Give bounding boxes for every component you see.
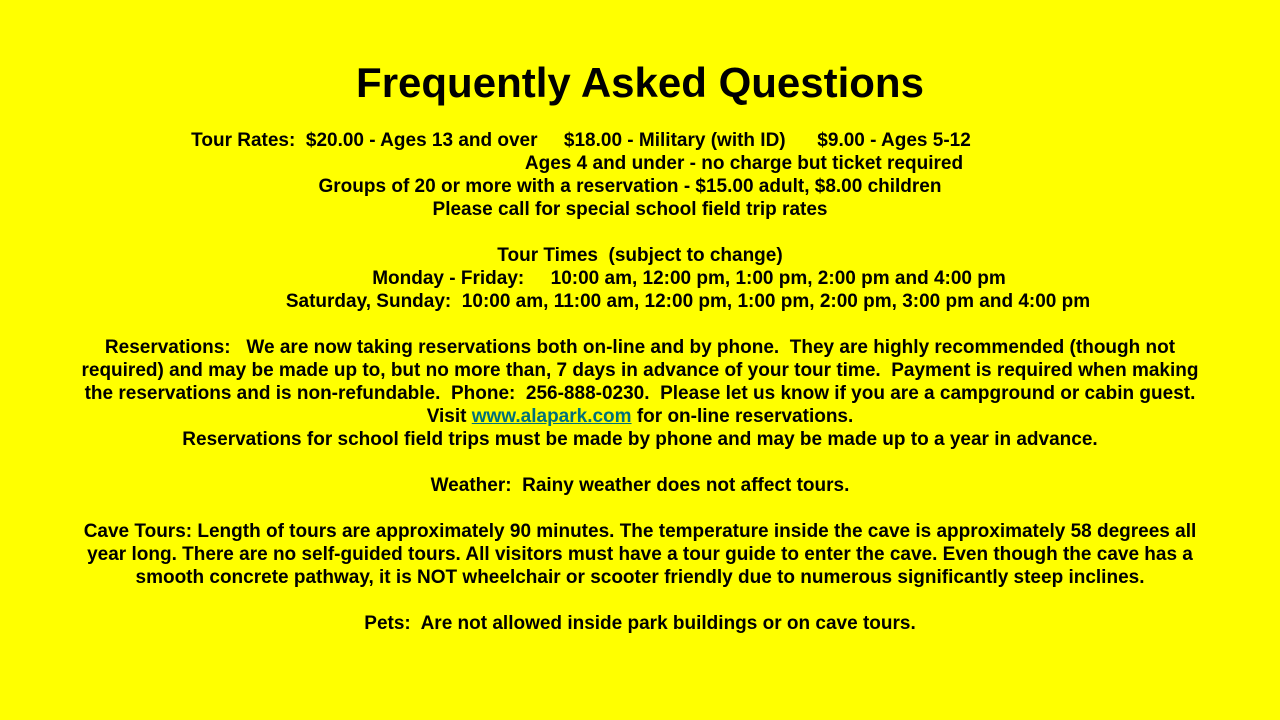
tour-rates-school-line: Please call for special school field trip rates [432,199,828,220]
weather-line: Weather: Rainy weather does not affect tours. [430,475,850,496]
spacer [8,221,1272,244]
tour-times-weekday: Monday - Friday: 10:00 am, 12:00 pm, 1:00 pm, 2:00 pm and 4:00 pm [372,268,1006,289]
pets-line: Pets: Are not allowed inside park buildings or on cave tours. [364,613,916,634]
tour-rates-ages-line: Ages 4 and under - no charge but ticket required [524,153,964,174]
cave-tours-line-3: smooth concrete pathway, it is NOT wheelchair or scooter friendly due to numerous significantly steep inclines. [135,567,1145,588]
cave-tours-line-1: Cave Tours: Length of tours are approximately 90 minutes. The temperature inside the cave is approximately 58 degrees all [83,521,1197,542]
tour-times-weekend: Saturday, Sunday: 10:00 am, 11:00 am, 12:00 pm, 1:00 pm, 2:00 pm, 3:00 pm and 4:00 pm [285,291,1091,312]
reservations-line-1: Reservations: We are now taking reservations both on-line and by phone. They are highly recommended (though not [104,337,1176,358]
reservations-school-line: Reservations for school field trips must be made by phone and may be made up to a year in advance. [182,429,1098,450]
visit-suffix: for on-line reservations. [631,406,854,427]
tour-rates-groups-line: Groups of 20 or more with a reservation - $15.00 adult, $8.00 children [318,176,942,197]
tour-rates-line: Tour Rates: $20.00 - Ages 13 and over $18.00 - Military (with ID) $9.00 - Ages 5-12 [191,130,971,151]
page-title: Frequently Asked Questions [356,59,924,106]
tour-times-heading: Tour Times (subject to change) [497,245,783,266]
spacer [8,313,1272,336]
cave-tours-line-2: year long. There are no self-guided tours. All visitors must have a tour guide to enter the cave. Even though the cave has a [87,544,1193,565]
spacer [8,451,1272,474]
faq-content [8,129,1272,635]
reservations-line-3: the reservations and is non-refundable. Phone: 256-888-0230. Please let us know if you are a campground or cabin guest. [84,383,1196,404]
spacer [8,497,1272,520]
reservations-visit-line [8,405,1272,428]
spacer [8,589,1272,612]
alapark-link[interactable]: www.alapark.com [471,406,632,427]
reservations-line-2: required) and may be made up to, but no more than, 7 days in advance of your tour time. Payment is required when making [81,360,1199,381]
visit-prefix: Visit [426,406,472,427]
